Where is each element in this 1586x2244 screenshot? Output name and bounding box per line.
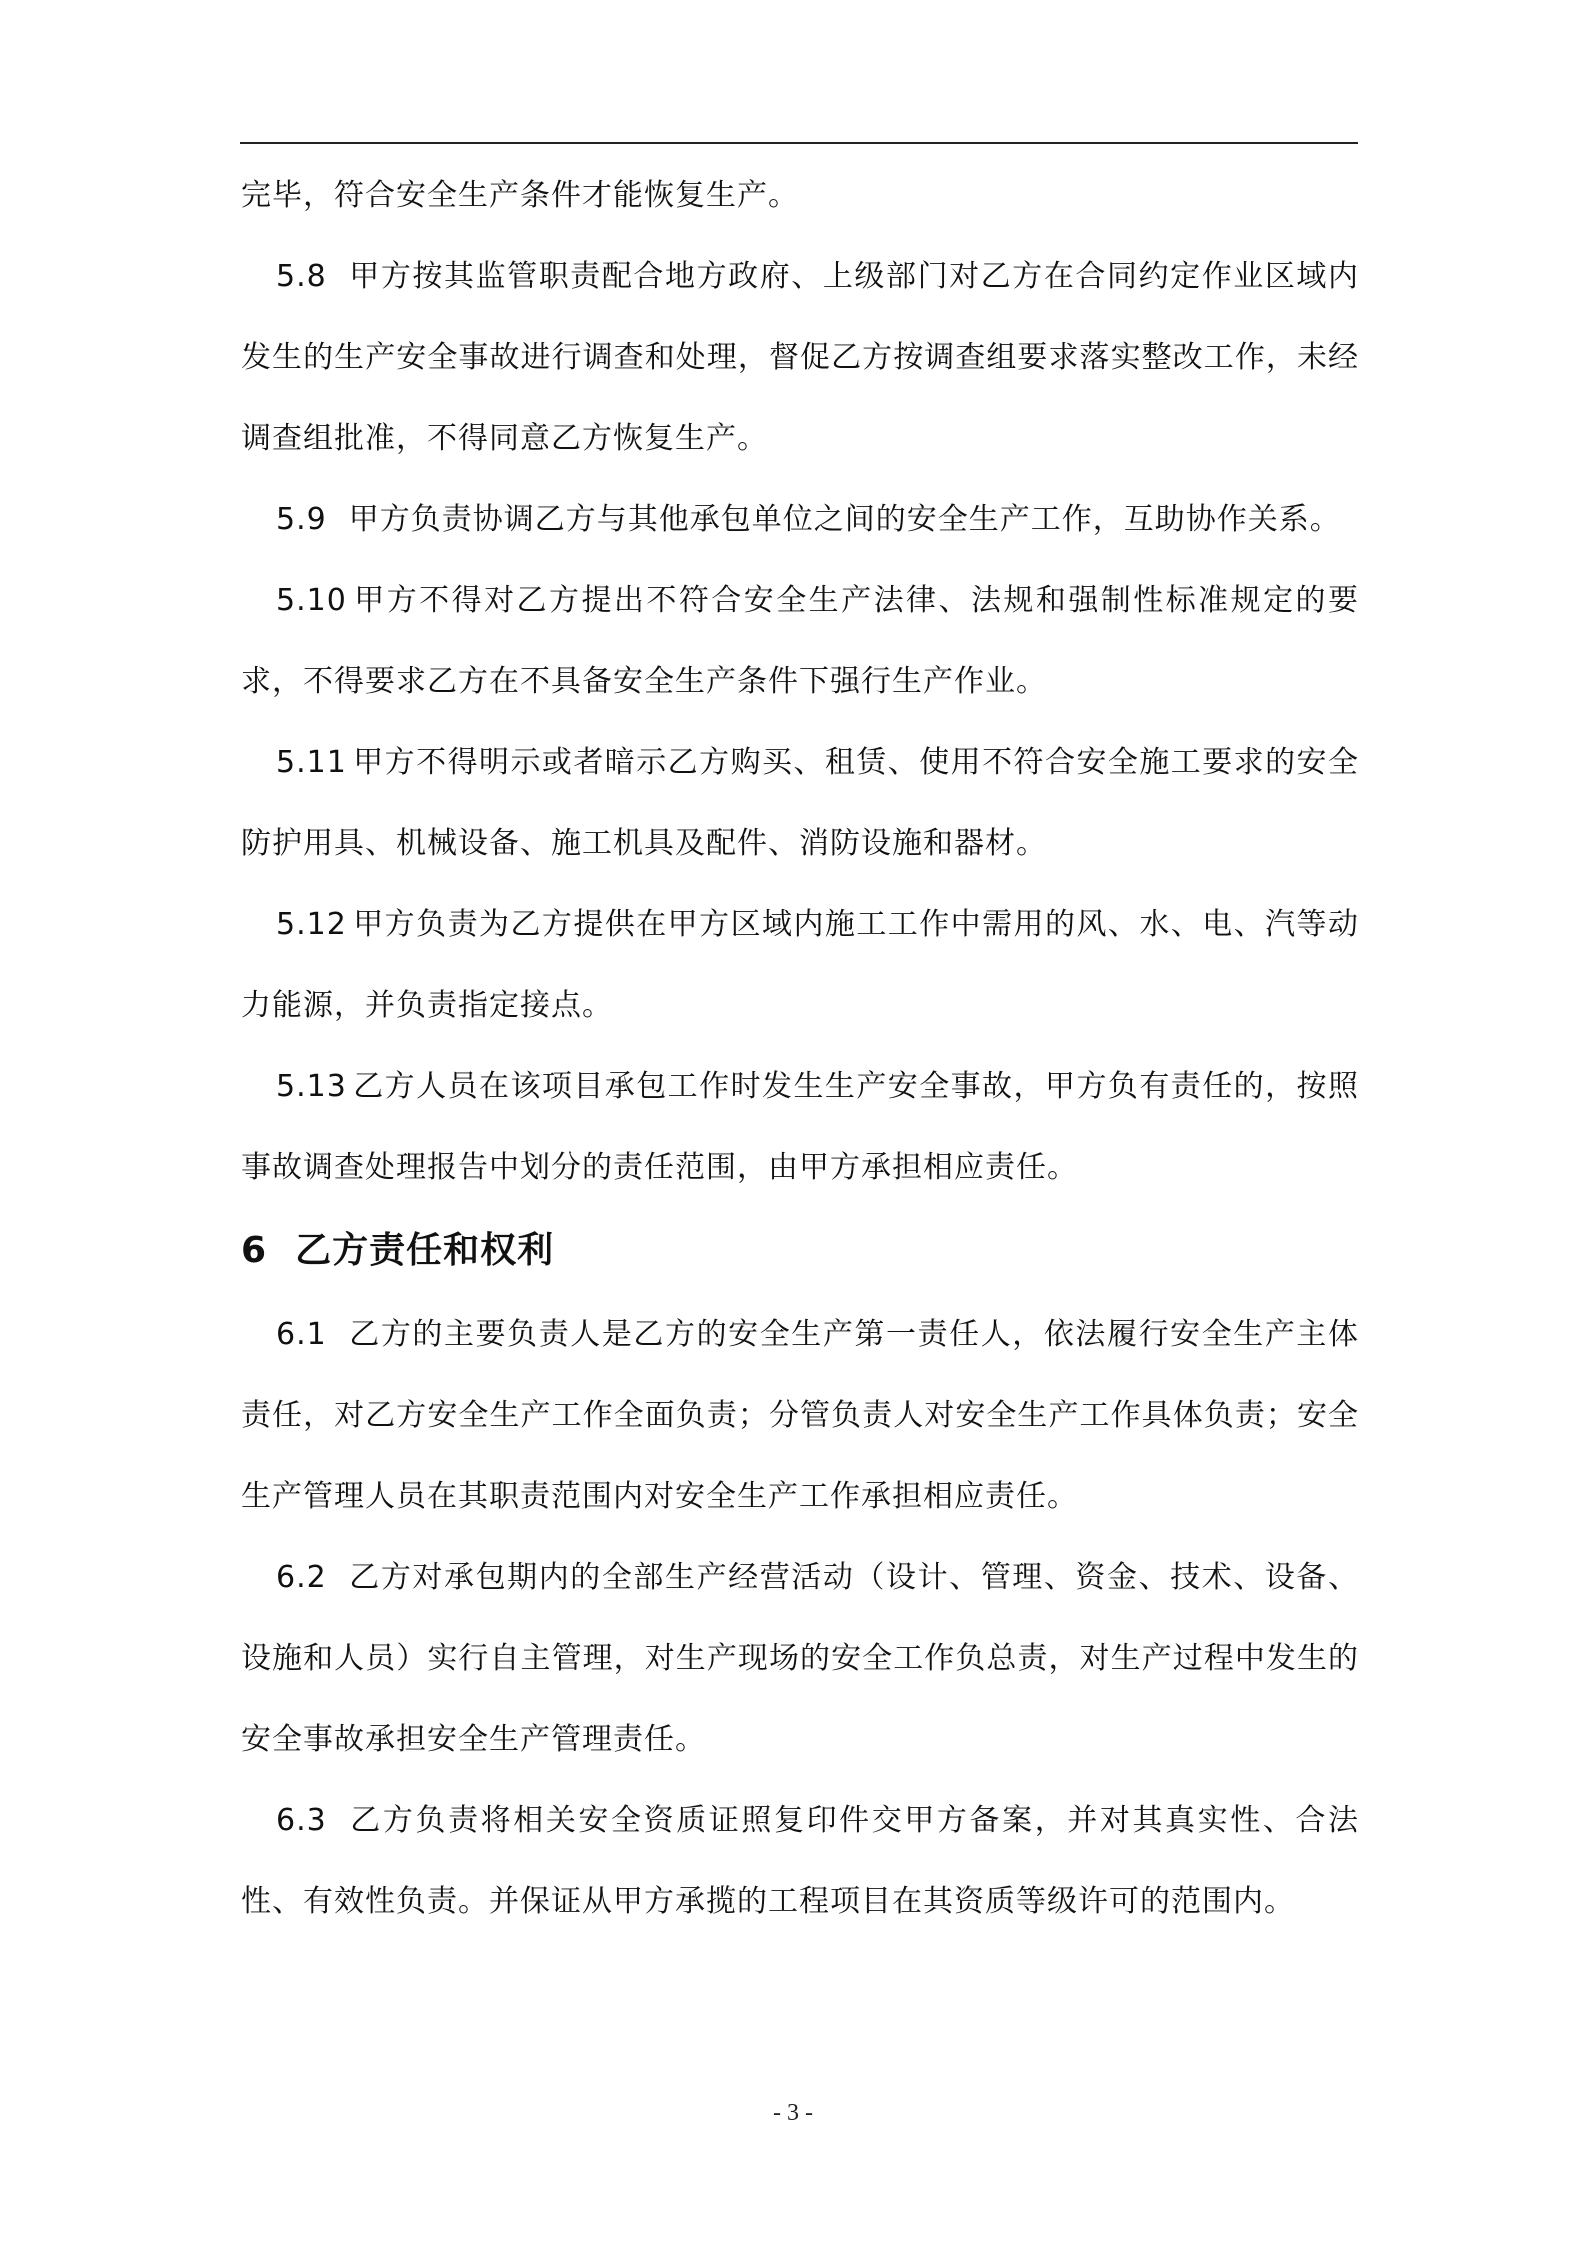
document-body bbox=[241, 155, 1359, 1942]
paragraph-continuation bbox=[241, 155, 1359, 236]
clause-number: 5.10 bbox=[276, 583, 347, 618]
clause-6-2 bbox=[241, 1537, 1359, 1780]
paragraph-text: 完毕，符合安全生产条件才能恢复生产。 bbox=[241, 178, 799, 213]
header-rule bbox=[240, 142, 1358, 144]
section-title: 乙方责任和权利 bbox=[295, 1230, 555, 1271]
clause-5-10 bbox=[241, 560, 1359, 722]
clause-5-12 bbox=[241, 884, 1359, 1046]
clause-6-3 bbox=[241, 1780, 1359, 1942]
clause-text: 乙方人员在该项目承包工作时发生生产安全事故，甲方负有责任的，按照事故调查处理报告中划分的责任范围，由甲方承担相应责任。 bbox=[241, 1069, 1359, 1185]
clause-text: 乙方对承包期内的全部生产经营活动（设计、管理、资金、技术、设备、设施和人员）实行自主管理，对生产现场的安全工作负总责，对生产过程中发生的安全事故承担安全生产管理责任。 bbox=[241, 1560, 1359, 1757]
clause-text: 乙方的主要负责人是乙方的安全生产第一责任人，依法履行安全生产主体责任，对乙方安全生产工作全面负责；分管负责人对安全生产工作具体负责；安全生产管理人员在其职责范围内对安全生产工作承担相应责任。 bbox=[241, 1317, 1359, 1514]
clause-number: 6.3 bbox=[276, 1803, 327, 1838]
clause-number: 5.12 bbox=[276, 907, 347, 942]
clause-number: 5.9 bbox=[276, 502, 327, 537]
clause-text: 甲方负责为乙方提供在甲方区域内施工工作中需用的风、水、电、汽等动力能源，并负责指定接点。 bbox=[241, 907, 1359, 1023]
clause-text: 乙方负责将相关安全资质证照复印件交甲方备案，并对其真实性、合法性、有效性负责。并保证从甲方承揽的工程项目在其资质等级许可的范围内。 bbox=[241, 1803, 1359, 1919]
clause-number: 5.13 bbox=[276, 1069, 347, 1104]
clause-6-1 bbox=[241, 1294, 1359, 1537]
clause-text: 甲方按其监管职责配合地方政府、上级部门对乙方在合同约定作业区域内发生的生产安全事故进行调查和处理，督促乙方按调查组要求落实整改工作，未经调查组批准，不得同意乙方恢复生产。 bbox=[241, 259, 1359, 456]
clause-text: 甲方负责协调乙方与其他承包单位之间的安全生产工作，互助协作关系。 bbox=[348, 502, 1341, 537]
page-number: - 3 - bbox=[773, 2100, 813, 2126]
clause-text: 甲方不得对乙方提出不符合安全生产法律、法规和强制性标准规定的要求，不得要求乙方在不具备安全生产条件下强行生产作业。 bbox=[241, 583, 1359, 699]
clause-5-9 bbox=[241, 479, 1359, 560]
clause-5-8 bbox=[241, 236, 1359, 479]
clause-5-13 bbox=[241, 1046, 1359, 1208]
section-heading bbox=[241, 1208, 1359, 1294]
section-number: 6 bbox=[241, 1230, 268, 1271]
clause-5-11 bbox=[241, 722, 1359, 884]
clause-number: 5.11 bbox=[276, 745, 347, 780]
clause-text: 甲方不得明示或者暗示乙方购买、租赁、使用不符合安全施工要求的安全防护用具、机械设备、施工机具及配件、消防设施和器材。 bbox=[241, 745, 1359, 861]
clause-number: 5.8 bbox=[276, 259, 327, 294]
clause-number: 6.1 bbox=[276, 1317, 327, 1352]
clause-number: 6.2 bbox=[276, 1560, 327, 1595]
